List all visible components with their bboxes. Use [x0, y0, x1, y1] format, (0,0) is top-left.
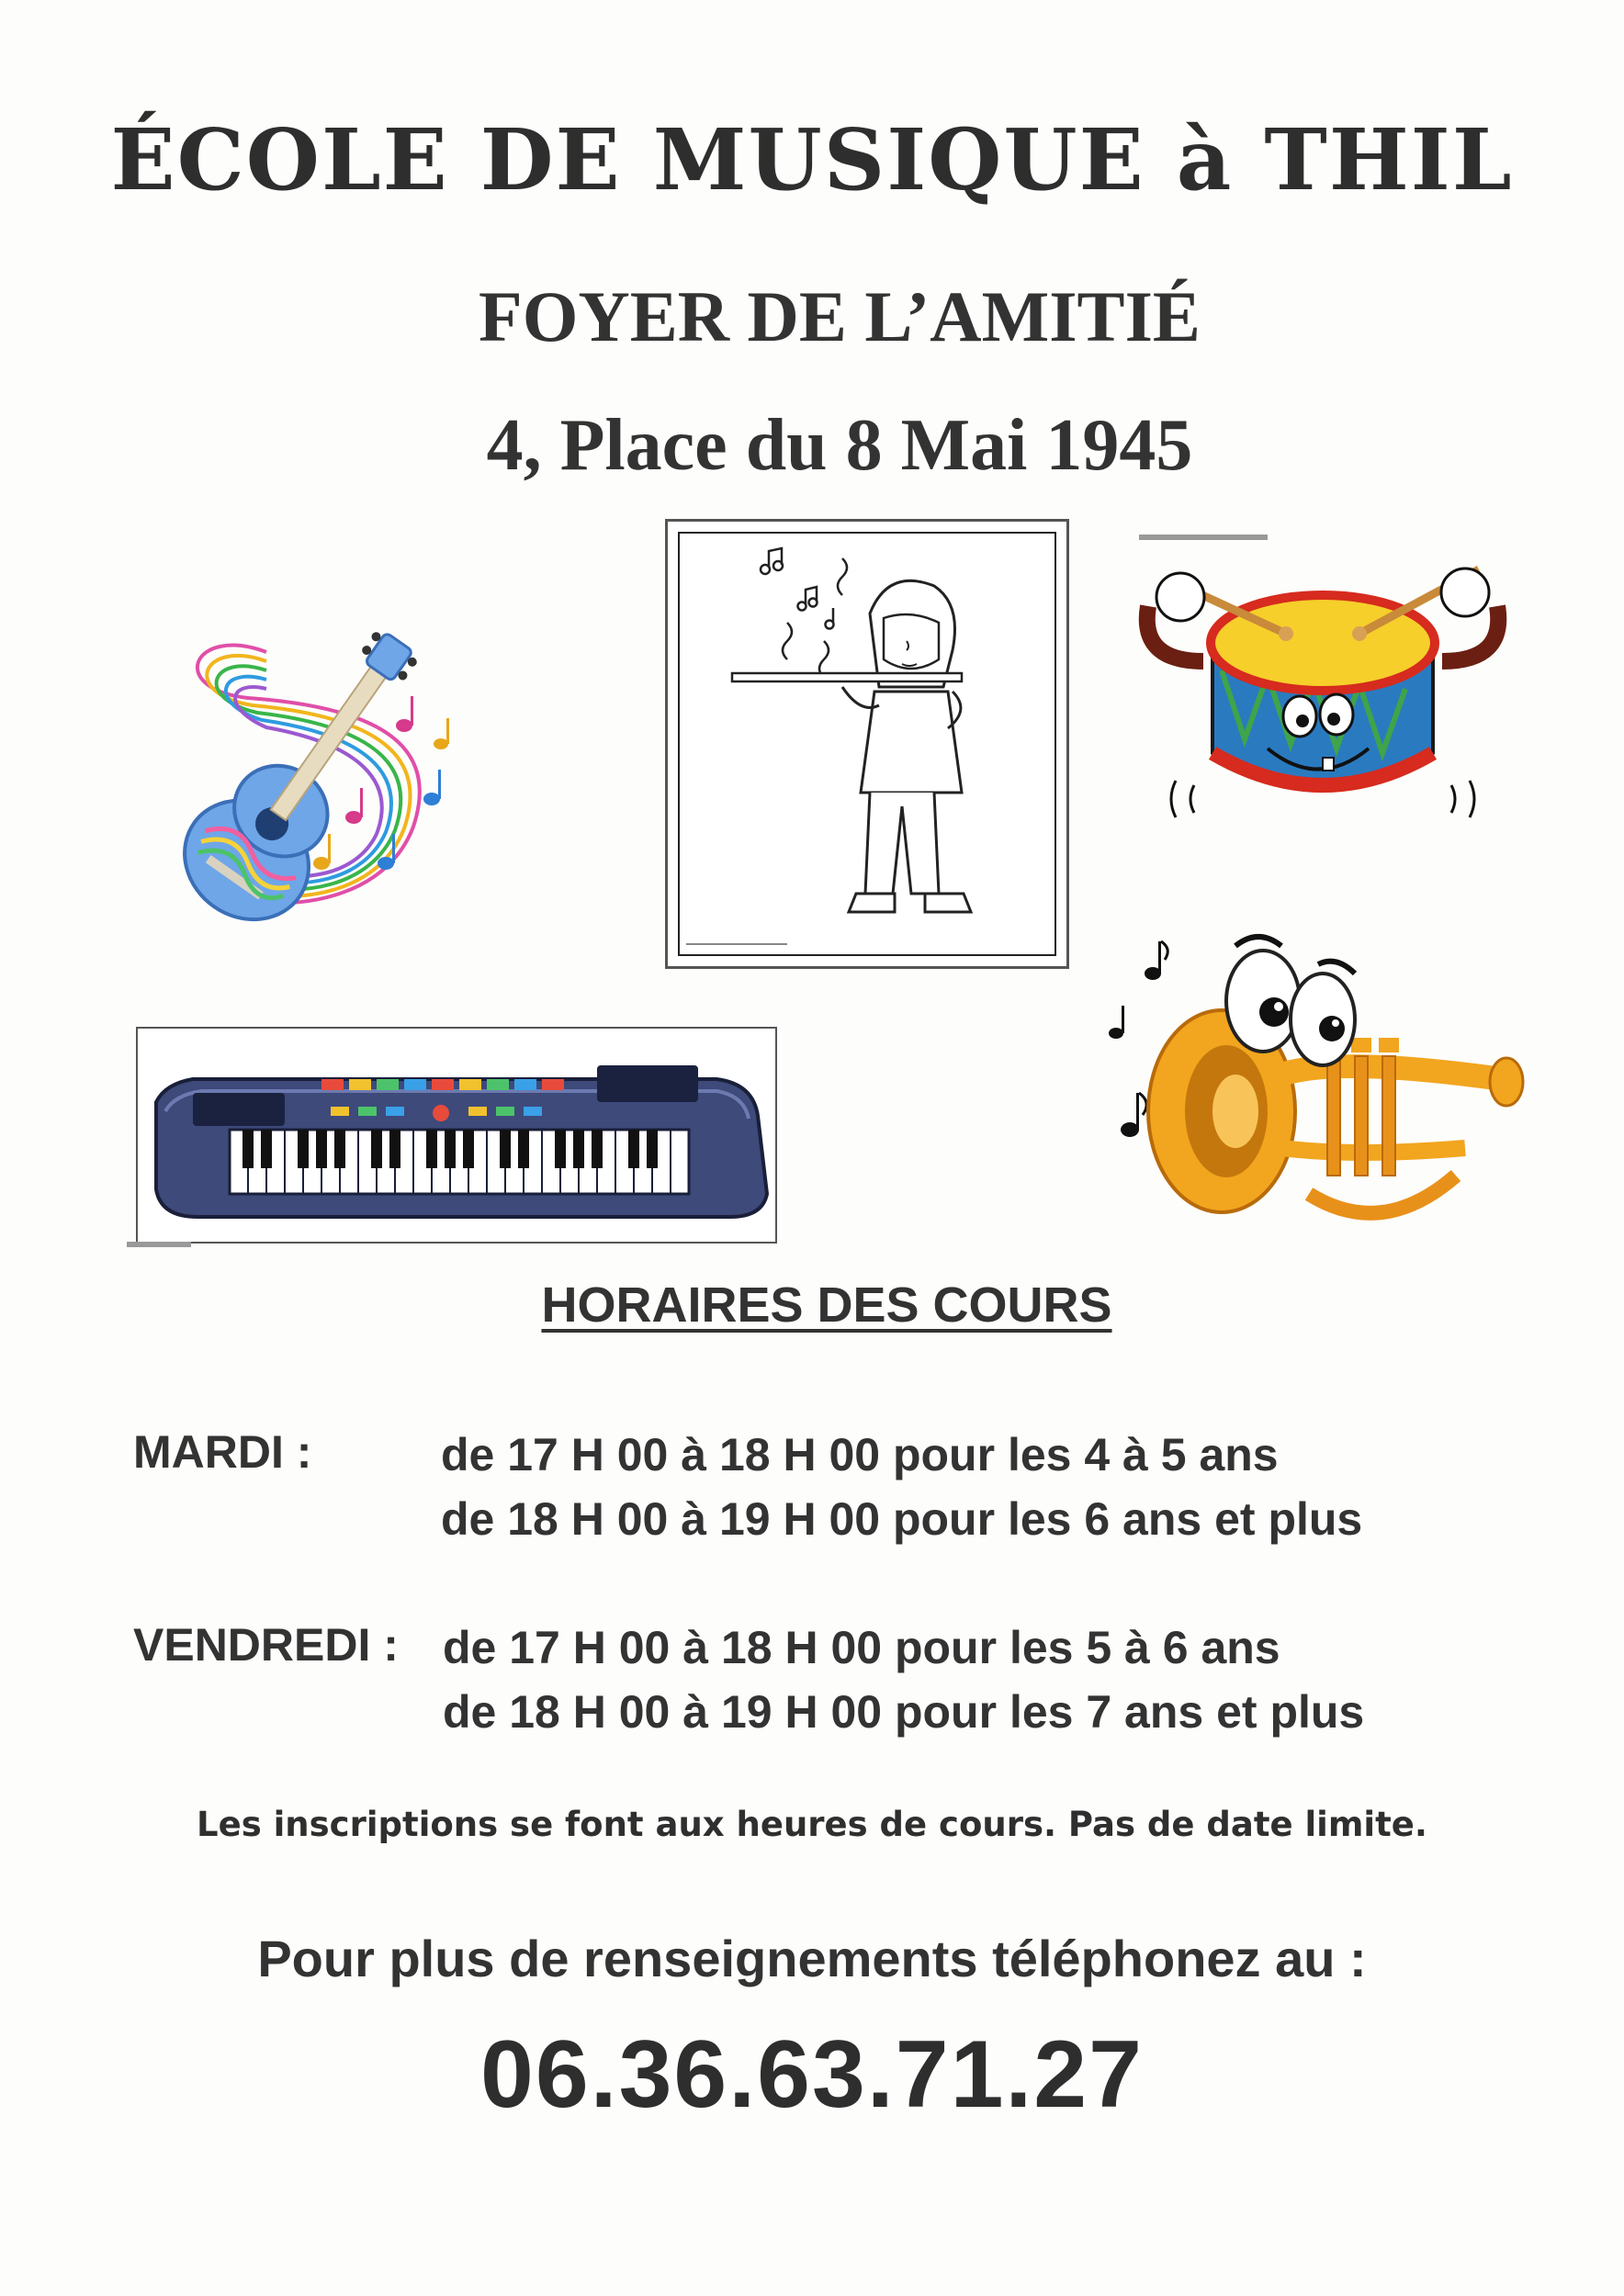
schedule-day-label: VENDREDI :	[133, 1619, 399, 1671]
drum-illustration	[1130, 533, 1516, 836]
keyboard-illustration	[136, 1027, 777, 1244]
flute-player-illustration	[665, 519, 1069, 969]
flute-player-icon	[677, 531, 1057, 957]
contact-phone: 06.36.63.71.27	[480, 2021, 1144, 2128]
trumpet-icon	[1098, 918, 1529, 1267]
schedule-slot: de 18 H 00 à 19 H 00 pour les 7 ans et plus	[443, 1686, 1365, 1738]
venue-name: FOYER DE L’AMITIÉ	[479, 276, 1201, 356]
contact-info-label: Pour plus de renseignements téléphonez au :	[257, 1930, 1367, 1987]
keyboard-icon	[138, 1029, 775, 1242]
venue-address: 4, Place du 8 Mai 1945	[486, 405, 1193, 486]
drum-icon	[1130, 533, 1516, 836]
page-title: ÉCOLE DE MUSIQUE à THIL	[110, 110, 1514, 209]
registration-notice: Les inscriptions se font aux heures de cours. Pas de date limite.	[197, 1805, 1427, 1844]
schedule-slot: de 17 H 00 à 18 H 00 pour les 5 à 6 ans	[443, 1622, 1280, 1673]
ukulele-illustration	[138, 588, 505, 955]
schedule-slot: de 18 H 00 à 19 H 00 pour les 6 ans et plus	[441, 1493, 1363, 1545]
trumpet-illustration	[1098, 918, 1529, 1267]
ukulele-icon	[138, 588, 505, 955]
schedule-heading: HORAIRES DES COURS	[541, 1277, 1112, 1333]
schedule-slot: de 17 H 00 à 18 H 00 pour les 4 à 5 ans	[441, 1429, 1279, 1480]
schedule-day-label: MARDI :	[133, 1426, 312, 1478]
keyboard-caption-bar	[127, 1242, 191, 1247]
